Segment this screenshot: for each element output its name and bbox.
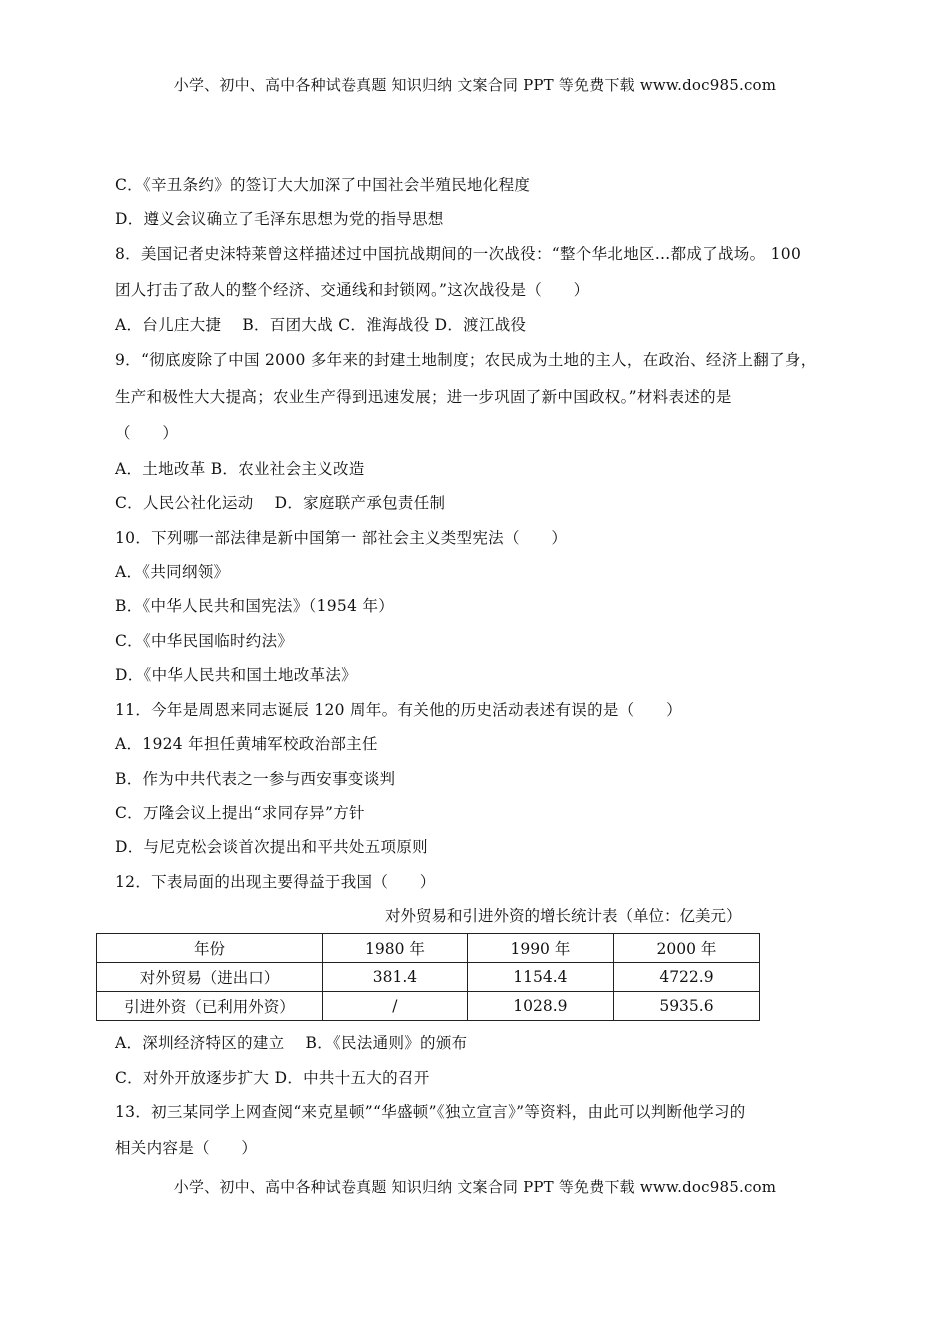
table-cell: 5935.6: [613, 992, 759, 1021]
question-10-option-c: C．《中华民国临时约法》: [115, 632, 294, 650]
question-12-options-cd: C．对外开放逐步扩大 D．中共十五大的召开: [115, 1069, 430, 1087]
table-cell: 1154.4: [467, 963, 613, 992]
question-10: 10．下列哪一部法律是新中国第一 部社会主义类型宪法（ ）: [115, 529, 568, 547]
page-header: 小学、初中、高中各种试卷真题 知识归纳 文案合同 PPT 等免费下载 www.doc985.com: [173, 76, 777, 94]
question-12: 12．下表局面的出现主要得益于我国（ ）: [115, 873, 436, 891]
question-10-option-a: A．《共同纲领》: [115, 563, 230, 581]
table-cell: 对外贸易（进出口）: [97, 963, 323, 992]
page-footer: 小学、初中、高中各种试卷真题 知识归纳 文案合同 PPT 等免费下载 www.doc985.com: [173, 1178, 777, 1196]
question-9-line-1: 9．“彻底废除了中国 2000 多年来的封建土地制度；农民成为土地的主人，在政治、经济上翻了身，: [115, 351, 817, 369]
question-13-line-1: 13．初三某同学上网查阅“来克星顿”“华盛顿”《独立宣言》”等资料，由此可以判断他学习的: [115, 1103, 746, 1121]
table-header-cell: 1980 年: [322, 934, 467, 963]
question-12-options-ab: A．深圳经济特区的建立 B．《民法通则》的颁布: [115, 1034, 468, 1052]
table-cell: /: [322, 992, 467, 1021]
question-8-line-2: 团人打击了敌人的整个经济、交通线和封锁网。”这次战役是（ ）: [115, 281, 590, 299]
table-header-cell: 年份: [97, 934, 323, 963]
option-d-q7: D．遵义会议确立了毛泽东思想为党的指导思想: [115, 210, 444, 228]
question-9-options-cd: C．人民公社化运动 D．家庭联产承包责任制: [115, 494, 446, 512]
table-cell: 引进外资（已利用外资）: [97, 992, 323, 1021]
question-11-option-a: A．1924 年担任黄埔军校政治部主任: [115, 735, 378, 753]
question-11: 11．今年是周恩来同志诞辰 120 周年。有关他的历史活动表述有误的是（ ）: [115, 701, 682, 719]
table-header-cell: 1990 年: [467, 934, 613, 963]
question-9-line-3: （ ）: [115, 424, 179, 442]
trade-statistics-table: [96, 933, 760, 1021]
table-cell: 1028.9: [467, 992, 613, 1021]
question-11-option-c: C．万隆会议上提出“求同存异”方针: [115, 804, 365, 822]
table-row: [97, 992, 760, 1021]
table-header-cell: 2000 年: [613, 934, 759, 963]
table-caption: 对外贸易和引进外资的增长统计表（单位：亿美元）: [385, 907, 742, 925]
table-cell: 4722.9: [613, 963, 759, 992]
question-8-line-1: 8．美国记者史沫特莱曾这样描述过中国抗战期间的一次战役：“整个华北地区…都成了战场。 100: [115, 245, 802, 263]
table-header-row: [97, 934, 760, 963]
option-c-q7: C．《辛丑条约》的签订大大加深了中国社会半殖民地化程度: [115, 176, 531, 194]
question-10-option-d: D．《中华人民共和国土地改革法》: [115, 666, 357, 684]
question-11-option-d: D．与尼克松会谈首次提出和平共处五项原则: [115, 838, 428, 856]
table-cell: 381.4: [322, 963, 467, 992]
question-10-option-b: B．《中华人民共和国宪法》（1954 年）: [115, 597, 395, 615]
question-11-option-b: B．作为中共代表之一参与西安事变谈判: [115, 770, 396, 788]
question-9-options-ab: A．土地改革 B．农业社会主义改造: [115, 460, 365, 478]
question-8-options: A．台儿庄大捷 B．百团大战 C．淮海战役 D．渡江战役: [115, 316, 527, 334]
question-9-line-2: 生产和极性大大提高；农业生产得到迅速发展；进一步巩固了新中国政权。”材料表述的是: [115, 388, 732, 406]
table-row: [97, 963, 760, 992]
question-13-line-2: 相关内容是（ ）: [115, 1139, 258, 1157]
